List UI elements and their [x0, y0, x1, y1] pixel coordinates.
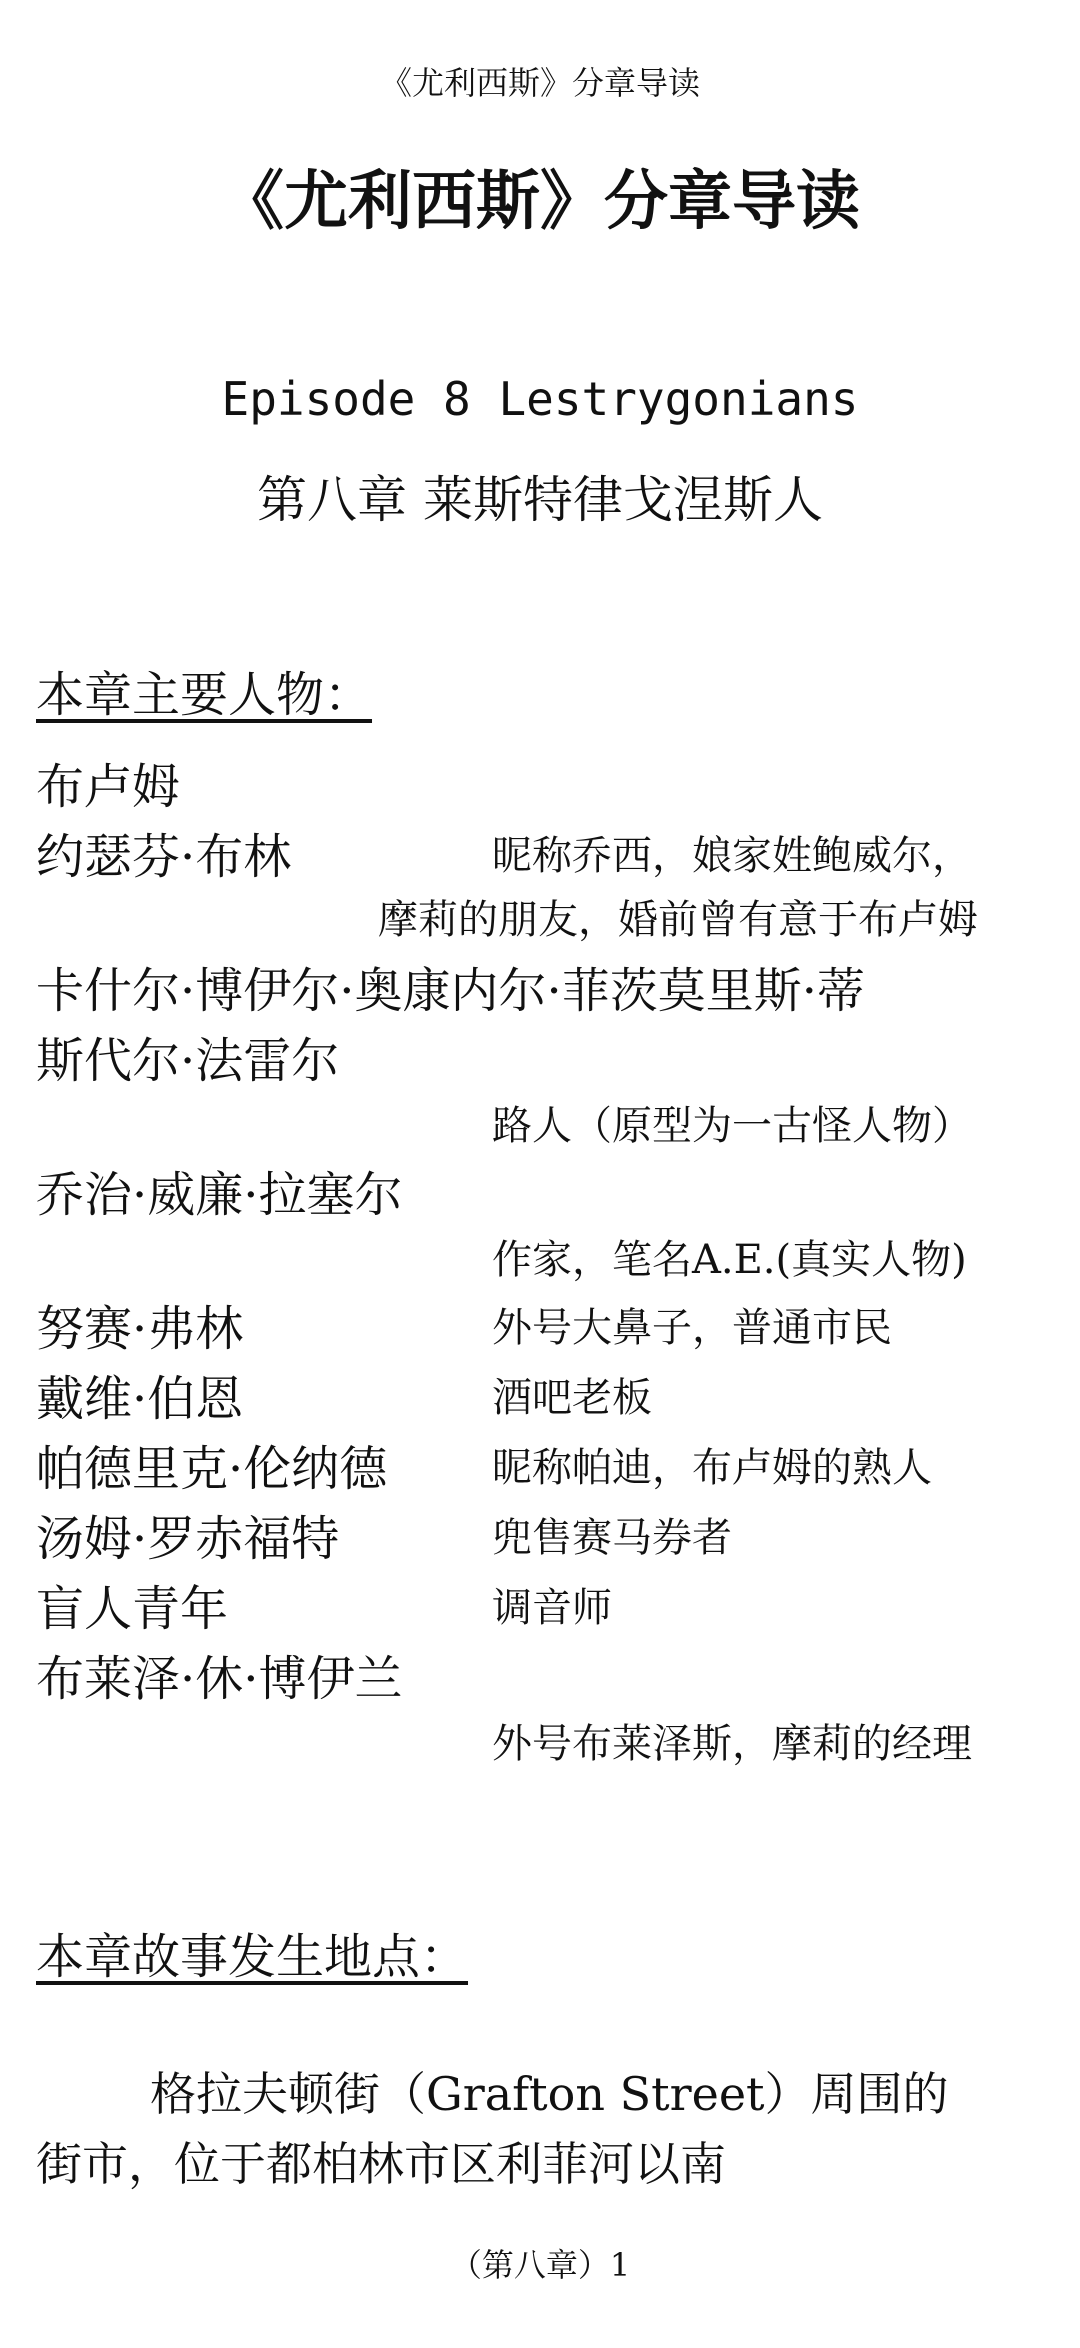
character-description: 作家，笔名A.E.(真实人物): [492, 1237, 967, 1283]
episode-title-en: Episode 8 Lestrygonians: [221, 372, 859, 426]
character-name: 帕德里克·伦纳德: [36, 1441, 388, 1497]
character-name: 卡什尔·博伊尔·奥康内尔·菲茨莫里斯·蒂: [36, 963, 866, 1019]
character-name-cont: 斯代尔·法雷尔: [36, 1033, 340, 1089]
character-description: 外号大鼻子，普通市民: [492, 1305, 892, 1351]
character-description: 昵称乔西，娘家姓鲍威尔，: [492, 833, 972, 879]
character-description: 外号布莱泽斯，摩莉的经理: [492, 1721, 972, 1767]
location-text-line2: 街市，位于都柏林市区利菲河以南: [36, 2137, 726, 2191]
characters-heading: 本章主要人物：: [36, 667, 373, 723]
character-description: 昵称帕迪，布卢姆的熟人: [492, 1445, 932, 1491]
character-description: 酒吧老板: [492, 1375, 652, 1421]
character-name: 约瑟芬·布林: [36, 829, 292, 885]
running-header: 《尤利西斯》分章导读: [379, 64, 700, 102]
character-name: 汤姆·罗赤福特: [36, 1511, 340, 1567]
character-description-cont: 摩莉的朋友，婚前曾有意于布卢姆: [378, 897, 978, 943]
page-title: 《尤利西斯》分章导读: [220, 165, 860, 239]
character-description: 调音师: [492, 1585, 612, 1631]
page-footer: （第八章）1: [449, 2246, 631, 2284]
location-heading: 本章故事发生地点：: [36, 1929, 469, 1985]
character-name: 布莱泽·休·博伊兰: [36, 1651, 403, 1707]
character-name: 戴维·伯恩: [36, 1371, 244, 1427]
character-description: 兜售赛马券者: [492, 1515, 732, 1561]
character-description: 路人（原型为一古怪人物）: [492, 1103, 972, 1149]
chapter-title-cn: 第八章 莱斯特律戈涅斯人: [257, 471, 823, 529]
character-name: 盲人青年: [36, 1581, 229, 1637]
character-name: 努赛·弗林: [36, 1301, 244, 1357]
location-text-line1: 格拉夫顿街（Grafton Street）周围的: [150, 2067, 949, 2121]
character-name: 乔治·威廉·拉塞尔: [36, 1167, 403, 1223]
character-name: 布卢姆: [36, 759, 181, 815]
